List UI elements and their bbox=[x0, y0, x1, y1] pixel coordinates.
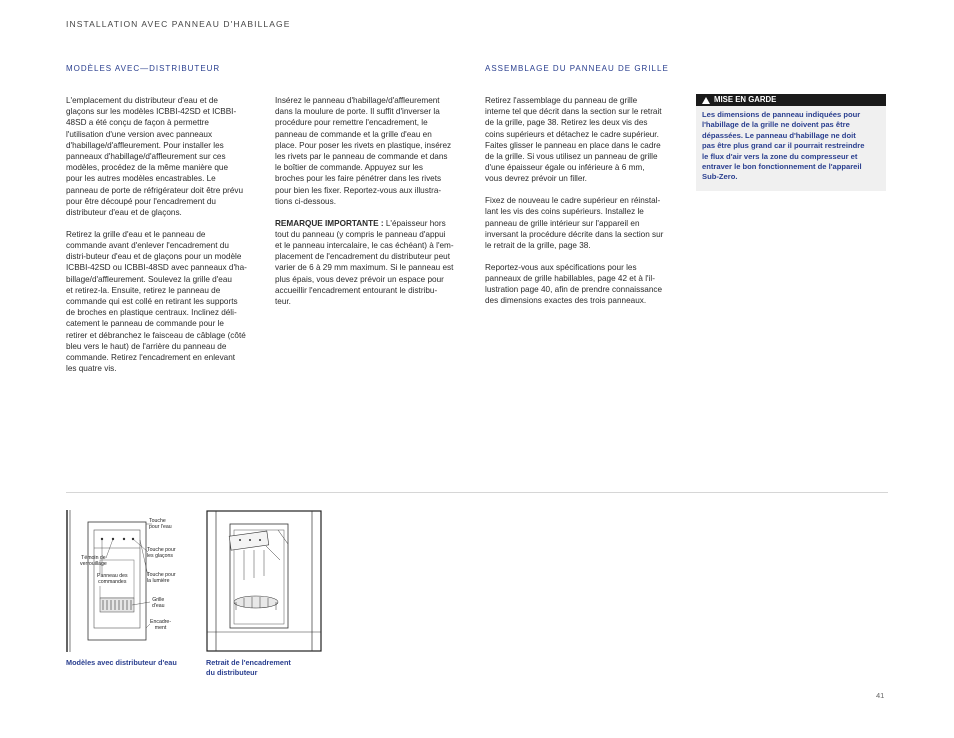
figure-distributeur bbox=[66, 510, 188, 652]
section-title-grille: ASSEMBLAGE DU PANNEAU DE GRILLE bbox=[485, 64, 669, 73]
warning-text: Les dimensions de panneau indiquées pour l'habillage de la grille ne doivent pas être dépassées. Le panneau d'habillage ne doit pas être plus grand car il pourrait restreindre le flux d'air vers la zone du compresseur et entraver le bon fonctionnement de l'appareil Sub-Zero. bbox=[702, 110, 865, 182]
paragraph: Reportez-vous aux spécifications pour les panneaux de grille habillables, page 42 et à l'il- lustration page 40, afin de prendre connaissance des dimensions exactes des trois panneaux. bbox=[485, 262, 663, 306]
label-touche-eau: Touche pour l'eau bbox=[149, 518, 172, 530]
figure-retrait bbox=[206, 510, 322, 652]
running-header: INSTALLATION AVEC PANNEAU D'HABILLAGE bbox=[66, 19, 291, 29]
paragraph-note bbox=[275, 218, 475, 308]
warning-title: MISE EN GARDE bbox=[714, 95, 777, 104]
paragraph: Retirez l'assemblage du panneau de grille interne tel que décrit dans la section sur le retrait de la grille, page 38. Retirez les deux vis des coins supérieurs et détachez le cadre supérieur. Faites glisser le panneau en place dans le cadre de la grille. Si vous utilisez un panneau de grille d'une épaisseur égale ou inférieure à 6 mm, vous devrez prévoir un filler. bbox=[485, 96, 662, 184]
section-title-distributeur: MODÈLES AVEC—DISTRIBUTEUR bbox=[66, 64, 221, 73]
text-column-1 bbox=[66, 95, 266, 385]
label-grille: Grille d'eau bbox=[152, 597, 165, 609]
warning-triangle-icon bbox=[702, 97, 710, 104]
warning-header bbox=[696, 94, 886, 106]
text-column-2 bbox=[275, 95, 475, 318]
note-text: L'épaisseur hors tout du panneau (y compris le panneau d'appui et le panneau intercalaire, le cas échéant) à l'em- placement de l'encadrement du distributeur peut varier de 6 à 29 mm maximum. Si le panneau est plus épais, vous devez prévoir un espace pour accueillir l'encadrement entourant le distribu- teur. bbox=[275, 218, 454, 307]
label-panneau: Panneau des commandes bbox=[97, 573, 128, 585]
paragraph: Insérez le panneau d'habillage/d'affleurement dans la moulure de porte. Il suffit d'inverser la procédure pour remettre l'encadrement, le panneau de commande et la grille d'eau en place. Pour poser les rivets en plastique, insérez les rivets par le panneau de commande et dans le boîtier de commande. Appuyez sur les broches pour les faire pénétrer dans les rivets pour bien les fixer. Reportez-vous aux illustra- tions ci-dessous. bbox=[275, 96, 452, 206]
paragraph: Fixez de nouveau le cadre supérieur en réinstal- lant les vis des coins supérieurs. Installez le panneau de grille intérieur sur l'appareil en inversant la procédure décrite dans la section sur le retrait de la grille, page 38. bbox=[485, 196, 664, 251]
frame-removal-illustration bbox=[206, 510, 322, 652]
note-label: REMARQUE IMPORTANTE : bbox=[275, 218, 384, 228]
text-column-3 bbox=[485, 95, 685, 317]
warning-box bbox=[696, 94, 886, 191]
paragraph: L'emplacement du distributeur d'eau et de glaçons sur les modèles ICBBI-42SD et ICBBI- 48SD a été conçu de façon à permettre l'utilisation d'une version avec panneaux d'habillage/d'affleurement. Pour installer les panneaux d'habillage/d'affleurement sur ces modèles, procédez de la même manière que pour les autres modèles encastrables. Le panneau de porte de réfrigérateur doit être prévu pour être découpé pour l'encadrement du distributeur d'eau et de glaçons. bbox=[66, 96, 244, 218]
label-temoin: Témoin de verrouillage bbox=[80, 555, 107, 567]
paragraph: Retirez la grille d'eau et le panneau de commande avant d'enlever l'encadrement du distri-buteur d'eau et de glaçons pour un modèle ICBBI-42SD ou ICBBI-48SD avec panneaux d'ha- billage/d'affleurement. Soulevez la grille d'eau et retirez-la. Ensuite, retirez le panneau de commande qui est collé en retirant les supports de broches en plastique centraux. Inclinez déli- catement le panneau de commande pour le retirer et débranchez le faisceau de câblage (côté bleu vers le haut) de l'arrière du panneau de commande. Retirez l'encadrement en enlevant les quatre vis. bbox=[66, 229, 247, 374]
figure-caption-2: Retrait de l'encadrement du distributeur bbox=[206, 658, 291, 677]
page-number: 41 bbox=[876, 691, 885, 700]
label-encadrement: Encadre- ment bbox=[150, 619, 172, 631]
label-touche-glacons: Touche pour les glaçons bbox=[147, 547, 176, 559]
horizontal-divider bbox=[66, 492, 888, 493]
label-touche-lumiere: Touche pour la lumière bbox=[147, 572, 176, 584]
figure-caption-1: Modèles avec distributeur d'eau bbox=[66, 658, 177, 667]
